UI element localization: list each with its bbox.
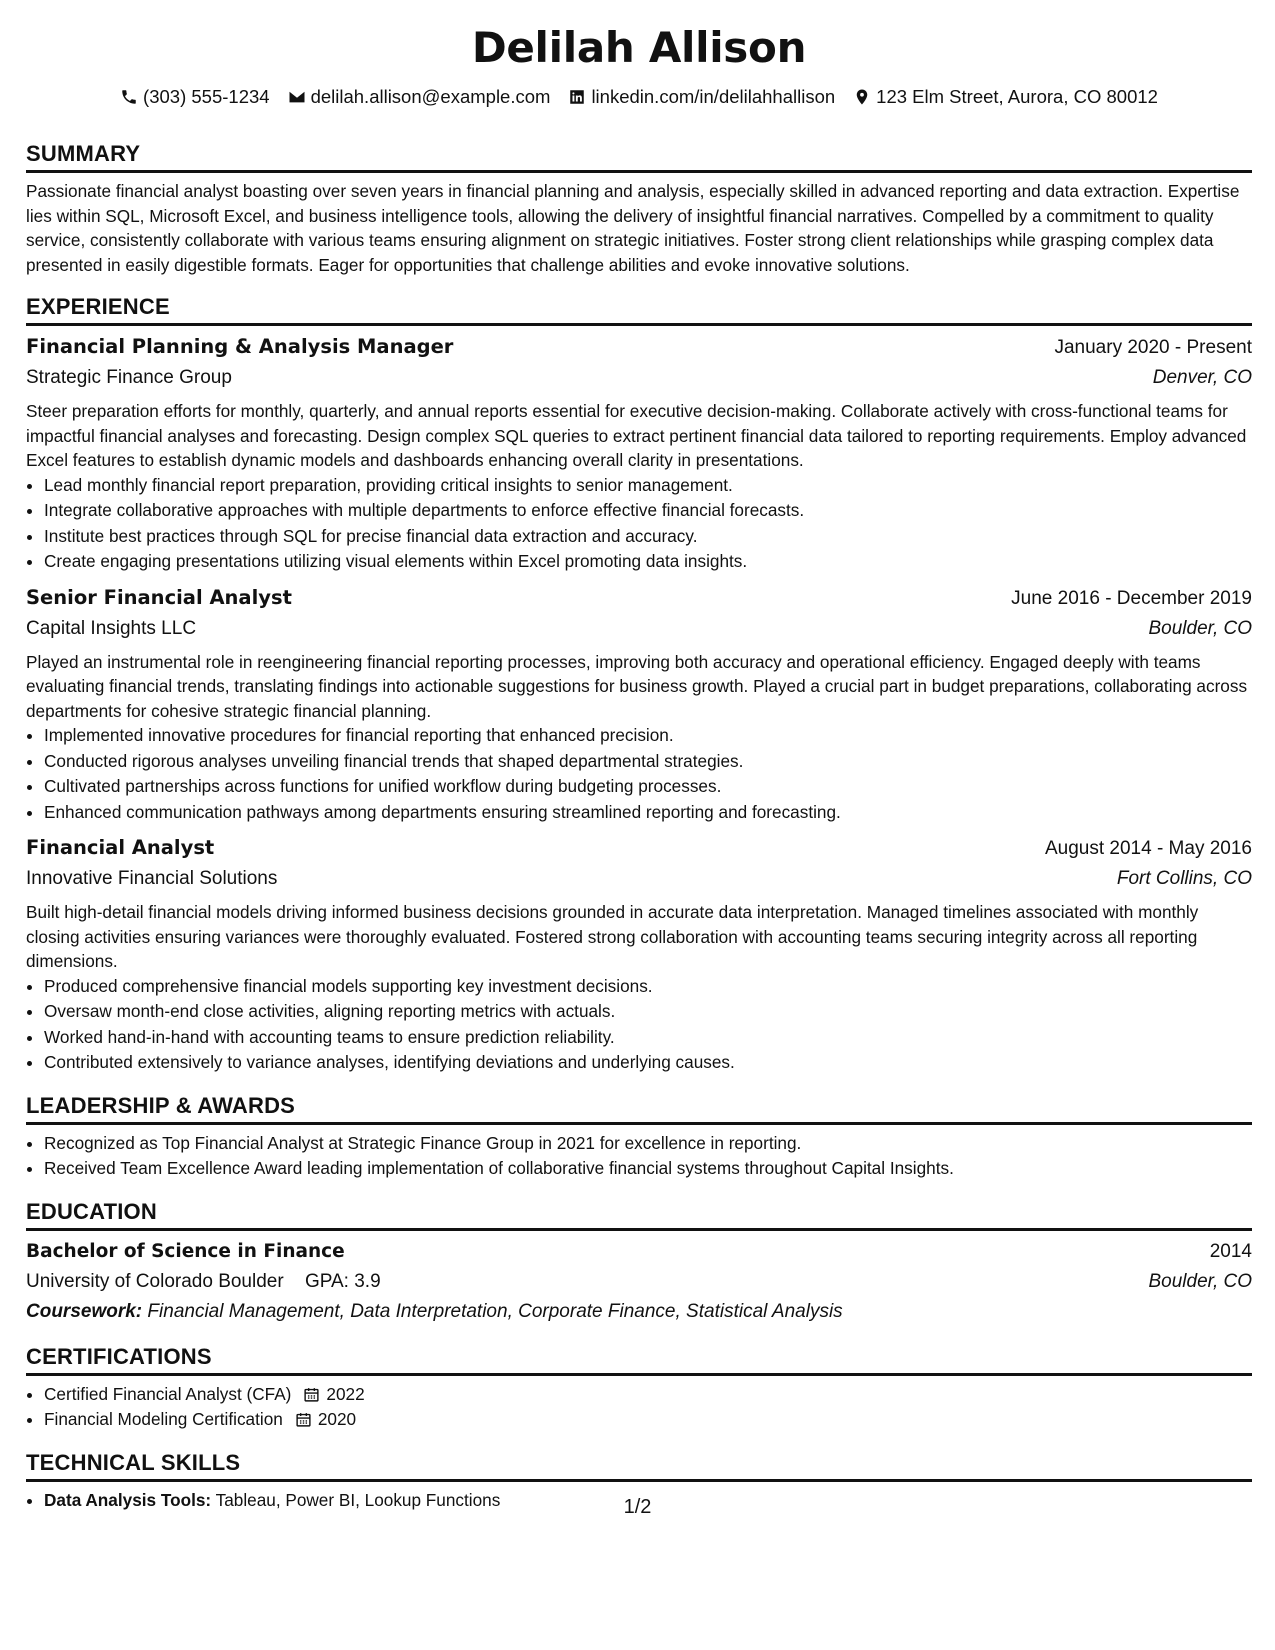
- job-entry: [26, 332, 1252, 575]
- coursework-label: Coursework:: [26, 1300, 143, 1322]
- company-name: Innovative Financial Solutions: [26, 868, 278, 889]
- job-location: Denver, CO: [1152, 367, 1252, 388]
- contact-email[interactable]: [288, 84, 551, 110]
- section-title-certifications: CERTIFICATIONS: [26, 1343, 1252, 1376]
- coursework-list: Financial Management, Data Interpretation, Corporate Finance, Statistical Analysis: [147, 1300, 843, 1322]
- job-bullets: [26, 723, 1252, 825]
- school-location: Boulder, CO: [1148, 1270, 1252, 1292]
- degree: Bachelor of Science in Finance: [26, 1240, 345, 1262]
- skill-values: Tableau, Power BI, Lookup Functions: [215, 1489, 501, 1510]
- job-dates: August 2014 - May 2016: [1044, 838, 1252, 859]
- section-title-leadership: LEADERSHIP & AWARDS: [26, 1092, 1252, 1125]
- job-header: [26, 833, 1252, 864]
- list-item: • Conducted rigorous analyses unveiling financial trends that shaped departmental strategies.: [44, 749, 1252, 775]
- job-header: [26, 583, 1252, 614]
- list-item: [44, 1407, 1252, 1433]
- job-entry: [26, 833, 1252, 1076]
- experience-section: [26, 293, 1252, 1076]
- job-location: Boulder, CO: [1148, 617, 1252, 639]
- job-dates: June 2016 - December 2019: [1011, 587, 1252, 609]
- job-description: Played an instrumental role in reengineering financial reporting processes, improving both accuracy and operational efficiency. Engaged deeply with teams evaluating financial trends, translating findings into actionable suggestions for business growth. Played a crucial part in budget preparations, collaborating across departments for cohesive strategic financial planning.: [26, 651, 1248, 721]
- job-subheader: [26, 864, 1252, 894]
- list-item: • Enhanced communication pathways among departments ensuring streamlined reporting and forecasting.: [44, 800, 1252, 826]
- leadership-section: [26, 1092, 1252, 1182]
- contact-linkedin[interactable]: [568, 84, 835, 110]
- contact-phone: [120, 84, 270, 110]
- education-section: [26, 1198, 1252, 1327]
- certification-row: [44, 1382, 365, 1408]
- education-header: [26, 1237, 1252, 1267]
- list-item: • Integrate collaborative approaches with multiple departments to enforce effective financial forecasts.: [44, 498, 1252, 524]
- contact-bar: [26, 84, 1252, 110]
- job-subheader: [26, 363, 1252, 393]
- job-title: Senior Financial Analyst: [26, 585, 292, 609]
- certification-year: 2020: [317, 1409, 357, 1429]
- phone-number: (303) 555-1234: [143, 86, 270, 107]
- list-item: • Contributed extensively to variance analyses, identifying deviations and underlying causes.: [44, 1050, 1252, 1076]
- company-name: Capital Insights LLC: [26, 617, 197, 639]
- calendar-icon: [295, 1411, 312, 1428]
- certification-year: 2022: [326, 1383, 365, 1404]
- email-address[interactable]: delilah.allison@example.com: [310, 86, 551, 107]
- company-name: Strategic Finance Group: [26, 367, 232, 388]
- job-location: Fort Collins, CO: [1116, 868, 1252, 889]
- job-entry: [26, 583, 1252, 826]
- certification-name: • Certified Financial Analyst (CFA): [44, 1383, 292, 1404]
- street-address: 123 Elm Street, Aurora, CO 80012: [876, 86, 1158, 107]
- section-title-summary: SUMMARY: [26, 140, 1252, 173]
- graduation-year: 2014: [1209, 1240, 1252, 1262]
- job-bullets: [26, 974, 1252, 1076]
- section-title-skills: TECHNICAL SKILLS: [26, 1449, 1252, 1482]
- job-description: Steer preparation efforts for monthly, quarterly, and annual reports essential for executive decision-making. Collaborate actively with cross-functional teams for impactful financial analyses and forecasting. Design complex SQL queries to extract pertinent financial data tailored to reporting requirements. Employ advanced Excel features to establish dynamic models and dashboards enhancing overall clarity in presentations.: [26, 401, 1247, 470]
- calendar-icon: [303, 1386, 320, 1403]
- list-item: • Oversaw month-end close activities, aligning reporting metrics with actuals.: [44, 999, 1252, 1025]
- page-number: 1/2: [623, 1496, 652, 1518]
- job-dates: January 2020 - Present: [1054, 337, 1252, 358]
- envelope-icon: [288, 88, 306, 106]
- job-title: Financial Planning & Analysis Manager: [26, 335, 454, 358]
- summary-section: [26, 140, 1252, 277]
- gpa: GPA: 3.9: [304, 1270, 381, 1292]
- summary-text: Passionate financial analyst boasting over seven years in financial planning and analysis, especially skilled in advanced reporting and data extraction. Expertise lies within SQL, Microsoft Excel, and business intelligence tools, allowing the delivery of insightful financial narratives. Compelled by a commitment to quality service, consistently collaborate with various teams ensuring alignment on strategic initiatives. Foster strong client relationships while grasping complex data presented in easily digestible formats. Eager for opportunities that challenge abilities and evoke innovative solutions.: [26, 181, 1240, 275]
- list-item: • Create engaging presentations utilizing visual elements within Excel promoting data insights.: [44, 549, 1252, 575]
- school-line: [26, 1267, 381, 1297]
- linkedin-icon: [568, 88, 586, 106]
- job-subheader: [26, 614, 1252, 644]
- list-item: [44, 1382, 1252, 1408]
- contact-address: [853, 84, 1158, 110]
- leadership-bullets: [26, 1131, 1252, 1182]
- section-title-education: EDUCATION: [26, 1198, 1252, 1231]
- job-title: Financial Analyst: [26, 836, 215, 859]
- coursework: [26, 1297, 1252, 1327]
- job-description: Built high-detail financial models driving informed business decisions grounded in accurate data interpretation. Managed timelines associated with monthly closing activities ensuring variances were thoroughly evaluated. Fostered strong collaboration with accounting teams securing integrity across all reporting dimensions.: [26, 902, 1199, 971]
- list-item: • Received Team Excellence Award leading implementation of collaborative financial systems throughout Capital Insights.: [44, 1156, 1252, 1182]
- skill-category: Data Analysis Tools:: [44, 1489, 212, 1510]
- certification-list: [26, 1382, 1252, 1433]
- phone-icon: [120, 88, 138, 106]
- linkedin-url[interactable]: linkedin.com/in/delilahhallison: [591, 86, 836, 107]
- list-item: • Implemented innovative procedures for financial reporting that enhanced precision.: [44, 723, 1252, 749]
- resume-page: [26, 0, 1252, 1513]
- certifications-section: [26, 1343, 1252, 1433]
- list-item: • Recognized as Top Financial Analyst at Strategic Finance Group in 2021 for excellence in reporting.: [44, 1131, 1252, 1157]
- list-item: • Institute best practices through SQL for precise financial data extraction and accuracy.: [44, 524, 1252, 550]
- job-header: [26, 332, 1252, 363]
- education-subheader: [26, 1267, 1252, 1297]
- list-item: • Cultivated partnerships across functions for unified workflow during budgeting processes.: [44, 774, 1252, 800]
- list-item: • Lead monthly financial report preparation, providing critical insights to senior management.: [44, 473, 1252, 499]
- list-item: • Produced comprehensive financial models supporting key investment decisions.: [44, 974, 1252, 1000]
- map-pin-icon: [853, 88, 871, 106]
- certification-name: • Financial Modeling Certification: [44, 1409, 283, 1429]
- job-bullets: [26, 473, 1252, 575]
- candidate-name: Delilah Allison: [471, 23, 807, 72]
- certification-row: [44, 1407, 356, 1433]
- school-name: University of Colorado Boulder: [26, 1270, 284, 1292]
- list-item: • Worked hand-in-hand with accounting teams to ensure prediction reliability.: [44, 1025, 1252, 1051]
- section-title-experience: EXPERIENCE: [26, 293, 1252, 326]
